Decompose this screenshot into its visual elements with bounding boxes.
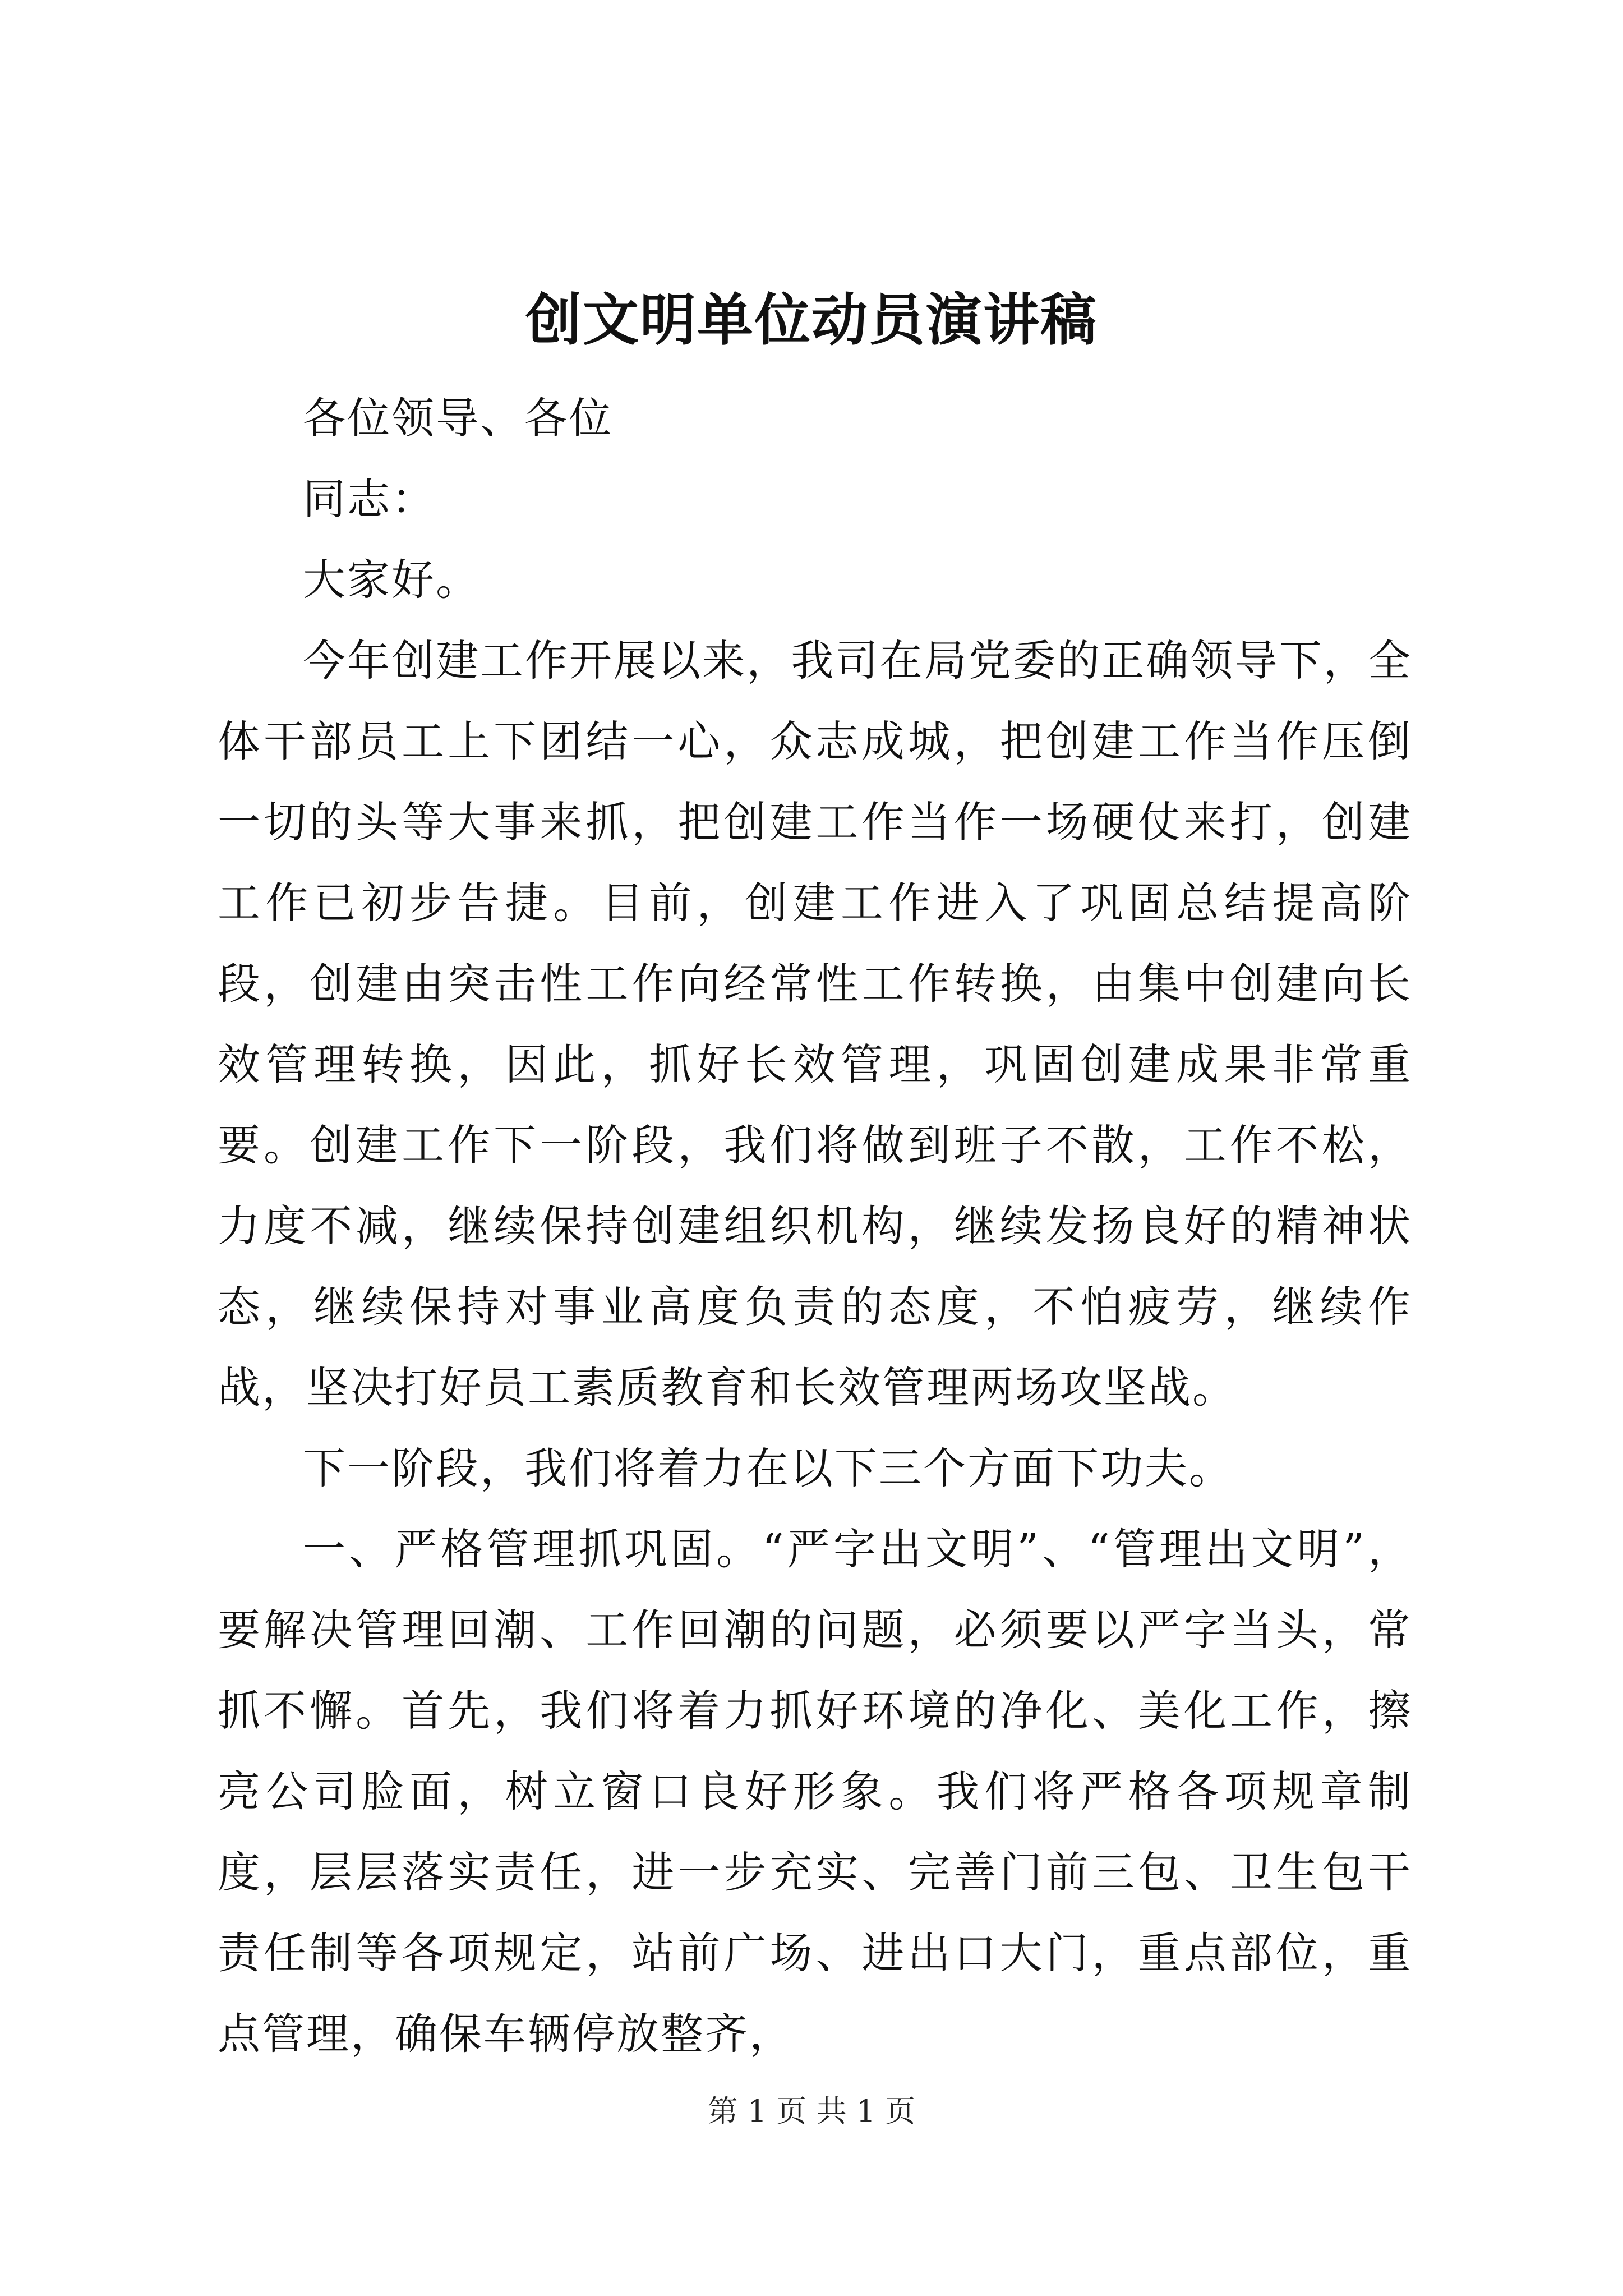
salutation-line-1: 各位领导、各位 [303, 393, 613, 443]
document-body [218, 378, 1412, 2074]
body-paragraph-plan: 下一阶段，我们将着力在以下三个方面下功夫。 [303, 1443, 1233, 1493]
body-paragraph-section-1: 一、严格管理抓巩固。“严字出文明”、“管理出文明”，要解决管理回潮、工作回潮的问题，必须要以严字当头，常抓不懈。首先，我们将着力抓好环境的净化、美化工作，擦亮公司脸面，树立窗口良好形象。我们将严格各项规章制度，层层落实责任，进一步充实、完善门前三包、卫生包干责任制等各项规定，站前广场、进出口大门，重点部位，重点管理，确保车辆停放整齐， [218, 1524, 1412, 2059]
body-paragraph-intro: 今年创建工作开展以来，我司在局党委的正确领导下，全体干部员工上下团结一心，众志成城，把创建工作当作压倒一切的头等大事来抓，把创建工作当作一场硬仗来打，创建工作已初步告捷。目前，创建工作进入了巩固总结提高阶段，创建由突击性工作向经常性工作转换，由集中创建向长效管理转换，因此，抓好长效管理，巩固创建成果非常重要。创建工作下一阶段，我们将做到班子不散，工作不松，力度不减，继续保持创建组织机构，继续发扬良好的精神状态，继续保持对事业高度负责的态度，不怕疲劳，继续作战，坚决打好员工素质教育和长效管理两场攻坚战。 [218, 636, 1412, 1412]
document-title: 创文明单位动员演讲稿 [525, 287, 1098, 353]
greeting-line: 大家好。 [303, 555, 480, 605]
page-footer: 第 1 页 共 1 页 [707, 2093, 916, 2129]
salutation-line-2: 同志： [303, 474, 436, 524]
